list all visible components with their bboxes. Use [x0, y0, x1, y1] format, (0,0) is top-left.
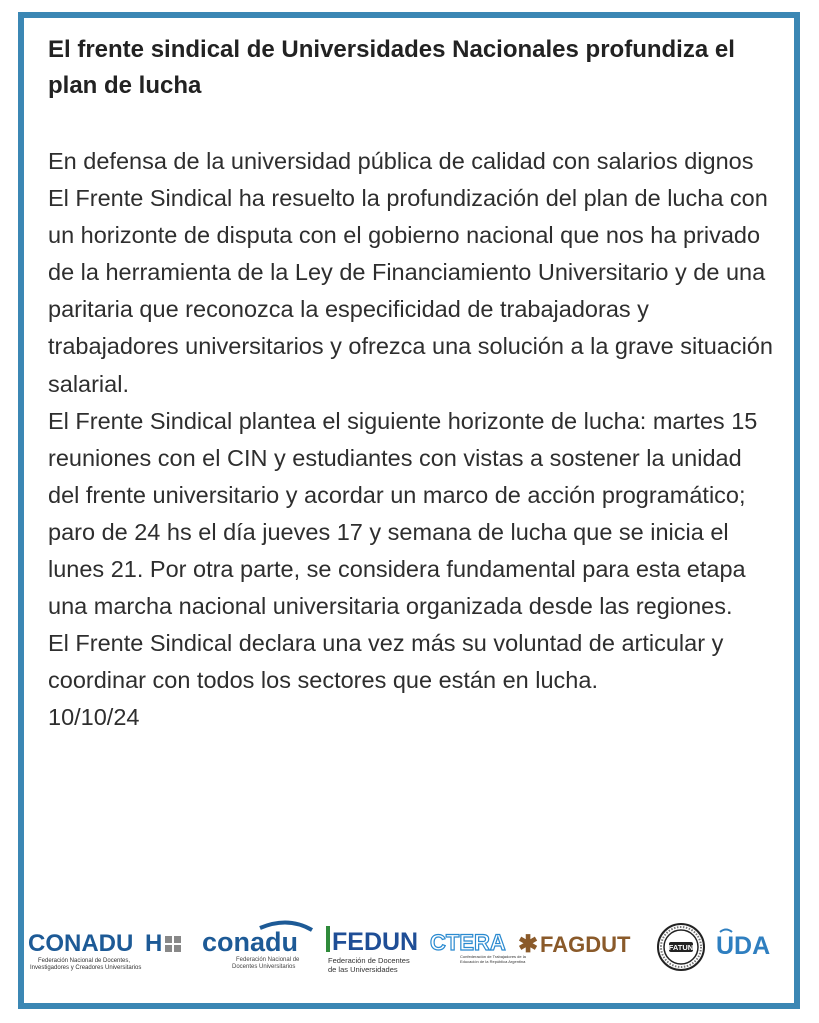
- fatun-logo: [656, 922, 706, 972]
- fagdut-star-icon: ✱: [518, 931, 539, 958]
- ctera-logo-mark: [430, 928, 526, 968]
- conaduh-subtitle-2: Investigadores y Creadores Universitarios: [30, 965, 142, 971]
- fedun-logo: [324, 924, 424, 980]
- conaduh-name: CONADU: [28, 930, 134, 957]
- fagdut-logo-mark: [518, 928, 646, 960]
- fatun-name: FATUN: [668, 943, 694, 952]
- conaduh-subtitle-1: Federación Nacional de Docentes,: [38, 958, 131, 964]
- conaduh-suffix: H: [145, 930, 163, 957]
- uda-logo: [714, 928, 780, 962]
- document-body: [48, 143, 778, 737]
- paragraph-declaration: El Frente Sindical declara una vez más su voluntad de articular y coordinar con todos los sectores que están en lucha.: [48, 630, 724, 694]
- fedun-logo-mark: [324, 924, 424, 980]
- document-date: 10/10/24: [48, 704, 140, 731]
- conadu-subtitle-1: Federación Nacional de: [236, 957, 300, 963]
- conadu-logo: [200, 918, 318, 978]
- uda-name: UDA: [716, 932, 771, 960]
- conadu-subtitle-2: Docentes Universitarios: [232, 964, 296, 970]
- fedun-subtitle-2: de las Universidades: [328, 965, 398, 974]
- conadu-name: conadu: [202, 927, 299, 957]
- fagdut-name: FAGDUT: [540, 932, 631, 957]
- paragraph-action-plan: El Frente Sindical plantea el siguiente horizonte de lucha: martes 15 reuniones con el CIN y estudiantes con vistas a sostener la unidad del frente universitario y acordar un marco de acción programático; paro de 24 hs el día jueves 17 y semana de lucha que se inicia el lunes 21. Por otra parte, se considera fundamental para esta etapa una marcha nacional universitaria organizada desde las regiones.: [48, 407, 758, 620]
- fatun-seal-icon: [656, 922, 706, 972]
- uda-logo-mark: [714, 928, 780, 962]
- fagdut-logo: [518, 928, 646, 960]
- union-logos-row: [28, 918, 788, 980]
- document-title: El frente sindical de Universidades Nacionales profundiza el plan de lucha: [48, 36, 735, 99]
- conaduh-logo-mark: [28, 926, 188, 980]
- paragraph-resolution: El Frente Sindical ha resuelto la profundización del plan de lucha con un horizonte de disputa con el gobierno nacional que nos ha privado de la herramienta de la Ley de Financiamiento Universitario y de una paritaria que reconozca la especificidad de trabajadoras y trabajadores universitarios y ofrezca una solución a la grave situación salarial.: [48, 185, 773, 397]
- paragraph-subtitle: En defensa de la universidad pública de calidad con salarios dignos: [48, 148, 754, 174]
- conadu-logo-mark: [200, 918, 318, 978]
- ctera-subtitle-2: Educación de la República Argentina: [460, 959, 526, 964]
- fedun-subtitle-1: Federación de Docentes: [328, 956, 410, 965]
- conaduh-logo: [28, 926, 188, 980]
- ctera-name: CTERA: [430, 930, 506, 955]
- fedun-name: FEDUN: [332, 928, 419, 956]
- ctera-subtitle-1: Confederación de Trabajadores de la: [460, 954, 526, 959]
- ctera-logo: [430, 928, 526, 968]
